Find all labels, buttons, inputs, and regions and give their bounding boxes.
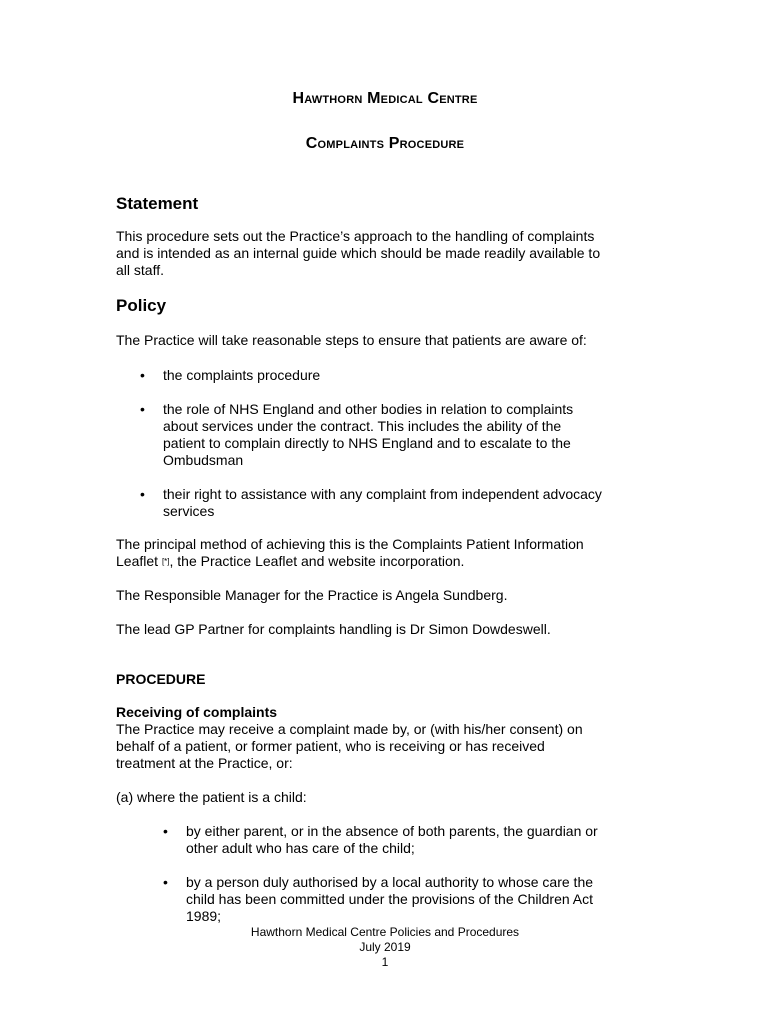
statement-line: and is intended as an internal guide which should be made readily available to bbox=[116, 245, 601, 261]
procedure-heading: PROCEDURE bbox=[116, 671, 206, 687]
lead-gp-text: The lead GP Partner for complaints handling is Dr Simon Dowdeswell. bbox=[116, 621, 551, 637]
list-item-line: the role of NHS England and other bodies in relation to complaints bbox=[163, 401, 574, 417]
list-item-line: child has been committed under the provisions of the Children Act bbox=[186, 891, 594, 907]
child-intro: (a) where the patient is a child: bbox=[116, 789, 307, 805]
page-number: 1 bbox=[381, 955, 389, 969]
responsible-manager-text: The Responsible Manager for the Practice is Angela Sundberg. bbox=[116, 587, 508, 603]
list-item-line: their right to assistance with any complaint from independent advocacy bbox=[163, 486, 602, 502]
list-item-line: by either parent, or in the absence of both parents, the guardian or bbox=[186, 823, 598, 839]
receiving-heading: Receiving of complaints bbox=[116, 704, 278, 720]
receiving-line: behalf of a patient, or former patient, who is receiving or has received bbox=[116, 738, 545, 754]
statement-heading: Statement bbox=[116, 194, 199, 213]
bullet-icon: • bbox=[140, 367, 145, 383]
bullet-icon: • bbox=[140, 486, 145, 502]
principal-method-text bbox=[116, 536, 676, 570]
list-item-line: by a person duly authorised by a local authority to whose care the bbox=[186, 874, 594, 890]
reference-marker: [*] bbox=[161, 557, 170, 566]
receiving-line: The Practice may receive a complaint made by, or (with his/her consent) on bbox=[116, 721, 583, 737]
leaflet-rest-text: , the Practice Leaflet and website incorporation. bbox=[169, 553, 465, 569]
statement-line: This procedure sets out the Practice’s approach to the handling of complaints bbox=[116, 228, 595, 244]
org-title: Hawthorn Medical Centre bbox=[292, 90, 478, 107]
leaflet-text: Leaflet bbox=[116, 553, 159, 569]
list-item-text bbox=[163, 367, 320, 384]
list-item-text bbox=[163, 401, 673, 469]
list-item-line: other adult who has care of the child; bbox=[186, 840, 415, 856]
receiving-line: treatment at the Practice, or: bbox=[116, 755, 293, 771]
footer-title: Hawthorn Medical Centre Policies and Procedures bbox=[250, 925, 520, 939]
list-item-line: patient to complain directly to NHS England and to escalate to the bbox=[163, 435, 571, 451]
statement-text bbox=[116, 228, 676, 279]
list-item-line: 1989; bbox=[186, 908, 222, 924]
principal-line bbox=[116, 553, 676, 570]
policy-intro: The Practice will take reasonable steps to ensure that patients are aware of: bbox=[116, 332, 587, 348]
policy-heading: Policy bbox=[116, 296, 167, 315]
principal-line: The principal method of achieving this is the Complaints Patient Information bbox=[116, 536, 584, 552]
list-item-text bbox=[186, 874, 681, 925]
bullet-icon: • bbox=[163, 823, 168, 839]
list-item-text bbox=[163, 486, 673, 520]
list-item-line: services bbox=[163, 503, 215, 519]
list-item-line: Ombudsman bbox=[163, 452, 244, 468]
doc-title: Complaints Procedure bbox=[305, 135, 465, 152]
list-item-line: about services under the contract. This includes the ability of the bbox=[163, 418, 562, 434]
footer-date: July 2019 bbox=[359, 940, 411, 954]
list-item-line: the complaints procedure bbox=[163, 367, 321, 383]
page-footer bbox=[0, 925, 770, 970]
bullet-icon: • bbox=[140, 401, 145, 417]
bullet-icon: • bbox=[163, 874, 168, 890]
receiving-text bbox=[116, 721, 676, 772]
list-item-text bbox=[186, 823, 681, 857]
statement-line: all staff. bbox=[116, 262, 164, 278]
